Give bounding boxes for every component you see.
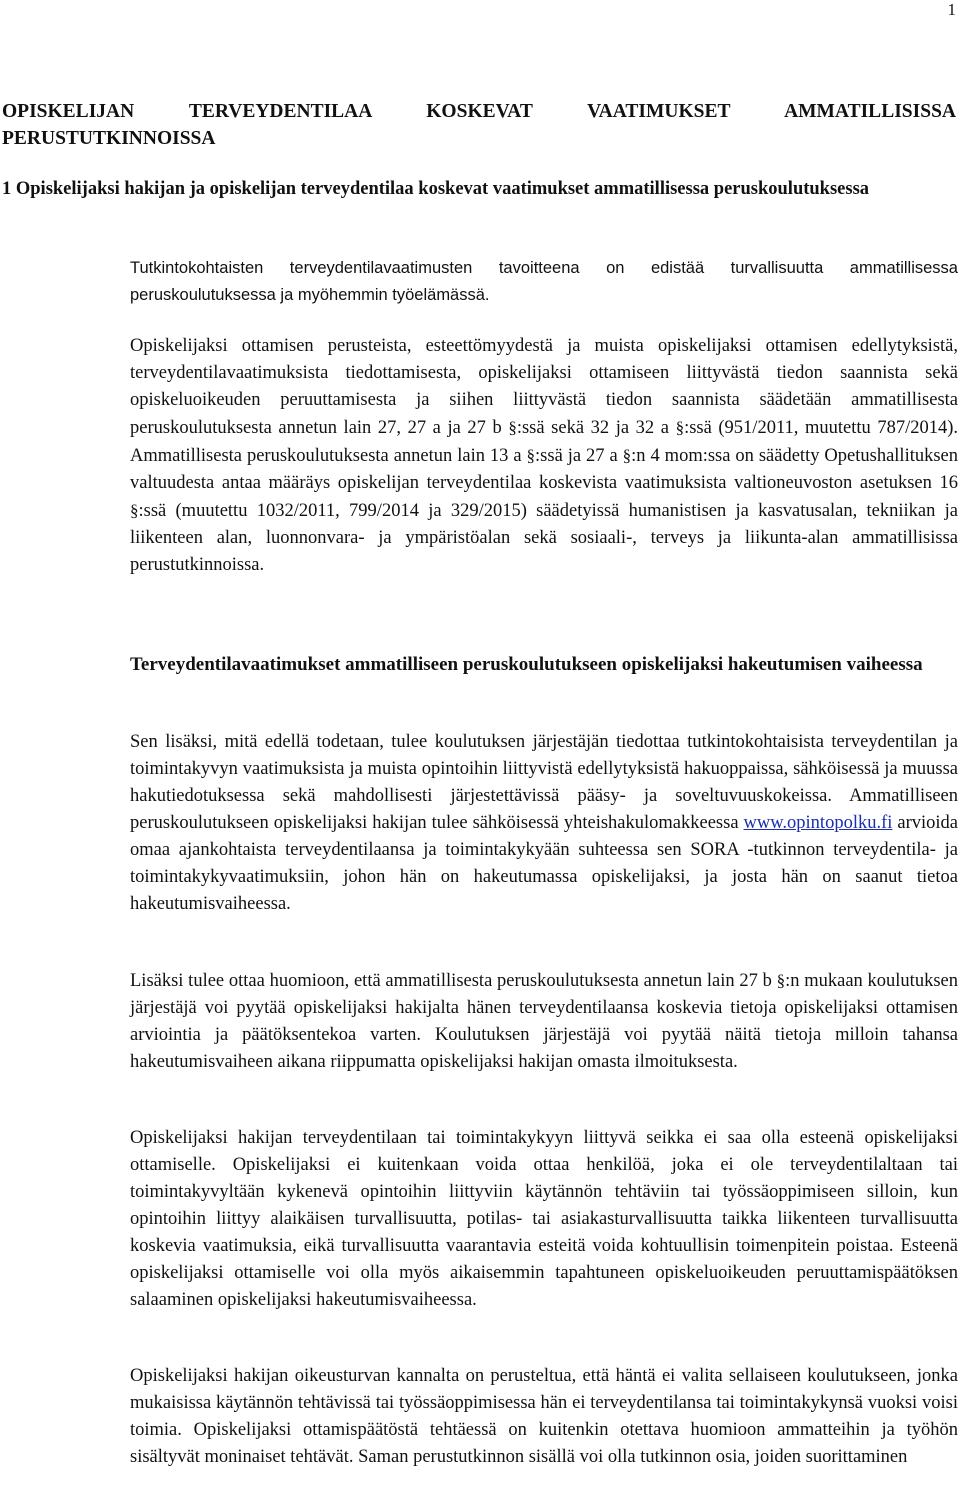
subheading: Terveydentilavaatimukset ammatilliseen peruskoulutukseen opiskelijaksi hakeutumisen vaiheessa: [130, 654, 923, 675]
intro-paragraph: Tutkintokohtaisten terveydentilavaatimusten tavoitteena on edistää turvallisuutta ammatillisessa peruskoulutuksessa ja myöhemmin työelämässä.: [130, 259, 958, 304]
document-title: OPISKELIJAN TERVEYDENTILAA KOSKEVAT VAATIMUKSET AMMATILLISISSA PERUSTUTKINNOISSA: [2, 101, 956, 149]
information-text-2: arvioida omaa ajankohtaista terveydentilaansa ja toimintakykyään suhteessa sen SORA -tutkinnon terveydentila- ja toimintakykyvaatimuksiin, johon hän on hakeutumassa opiskelijaksi, ja josta hän on saanut tietoa hakeutumisvaiheessa.: [130, 813, 958, 914]
legal-protection-paragraph: Opiskelijaksi hakijan oikeusturvan kannalta on perusteltua, että häntä ei valita sellaiseen koulutukseen, jonka mukaisissa käytännön tehtävissä tai työssäoppimisessa hän ei terveydentilansa tai toimintakykynsä vuoksi voisi toimia. Opiskelijaksi ottamispäätöstä tehtäessä on kuitenkin otettava huomioon ammatteihin ja työhön sisältyvät moninaiset tehtävät. Saman perustutkinnon sisällä voi olla tutkinnon osia, joiden suorittaminen: [130, 1366, 958, 1467]
section-sign-icon: §: [622, 446, 632, 465]
legal-basis-text-3: :ssä (951/2011, muutettu 787/2014). Ammatillisesta peruskoulutuksesta annetun lain 13 a: [130, 418, 959, 466]
health-info-block: [130, 967, 958, 1076]
legal-protection-block: [130, 1363, 958, 1471]
section-title: 1 Opiskelijaksi hakijan ja opiskelijan terveydentilaa koskevat vaatimukset ammatillisessa peruskoulutuksessa: [2, 179, 870, 199]
section-sign-icon: §: [776, 971, 786, 990]
legal-basis-text-1: Opiskelijaksi ottamisen perusteista, esteettömyydestä ja muista opiskelijaksi ottamisen edellytyksistä, terveydentilavaatimuksista tiedottamisesta, opiskelijaksi ottamiseen liittyvästä tiedon saannista sekä opiskeluoikeuden peruuttamisesta ja siihen liittyvästä tiedon saannista säädetään ammatillisesta peruskoulutuksesta annetun lain 27, 27 a ja 27 b: [130, 336, 958, 438]
information-block: [130, 729, 958, 918]
legal-basis-text-5: :n 4 mom:ssa on säädetty Opetushallituksen valtuudesta antaa määräys opiskelijan terveydentilaa koskevista vaatimuksista valtioneuvoston asetuksen 16: [130, 446, 959, 493]
legal-basis-text-6: :ssä (muutettu 1032/2011, 799/2014 ja 329/2015) säädetyissä humanistisen ja kasvatusalan, tekniikan ja liikenteen alan, luonnonvara- ja ympäristöalan sekä sosiaali-, terveys ja liikunta-alan ammatillisissa perustutkinnoissa.: [130, 501, 958, 575]
health-info-paragraph: [130, 967, 958, 1076]
legal-basis-paragraph: [130, 333, 958, 579]
information-text-1: Sen lisäksi, mitä edellä todetaan, tulee koulutuksen järjestäjän tiedottaa tutkintokohtaisista terveydentilan ja toimintakyvyn vaatimuksista ja muista opintoihin liittyvistä edellytyksistä hakuoppaissa, sähköisessä ja muussa hakutiedotuksessa sekä mahdollisesti järjestettävissä pääsy- ja soveltuvuuskokeissa. Ammatilliseen peruskoulutukseen opiskelijaksi hakijan tulee sähköisessä yhteishakulomakkeessa: [130, 732, 958, 833]
subheading-block: [130, 651, 958, 678]
obstacle-block: [130, 1125, 958, 1314]
obstacle-paragraph: Opiskelijaksi hakijan terveydentilaan tai toimintakykyyn liittyvä seikka ei saa olla esteenä opiskelijaksi ottamiselle. Opiskelijaksi ei kuitenkaan voida ottaa henkilöä, joka ei ole terveydentilaltaan tai toimintakyvyltään kykenevä opintoihin liittyviin käytännön tehtäviin tai työssäoppimiseen silloin, kun opintoihin liittyy alaikäisen turvallisuutta, potilas- tai asiakasturvallisuutta taikka liikenteen turvallisuutta koskevia vaatimuksia, eikä turvallisuutta vaarantavia esteitä voida kohtuullisin toimenpitein poistaa. Esteenä opiskelijaksi ottamiselle voi olla myös aikaisemmin tapahtuneen opiskeluoikeuden peruuttamispäätöksen salaaminen opiskelijaksi hakeutumisvaiheessa.: [130, 1128, 958, 1310]
section-sign-icon: §: [526, 446, 536, 465]
information-paragraph: [130, 729, 958, 918]
intro-block: [130, 255, 958, 309]
legal-basis-text-4: :ssä ja 27 a: [535, 446, 623, 466]
opintopolku-link[interactable]: www.opintopolku.fi: [743, 813, 893, 833]
page-number: 1: [947, 0, 956, 19]
section-sign-icon: §: [130, 501, 139, 520]
legal-basis-block: [130, 333, 958, 579]
health-info-text-2: :n mukaan koulutuksen järjestäjä voi pyytää opiskelijaksi hakijalta hänen terveydentilaansa koskevia tietoja opiskelijaksi ottamisen arviointia ja päätöksentekoa varten. Koulutuksen järjestäjä voi pyytää näitä tietoja milloin tahansa hakeutumisvaiheen aikana riippumatta opiskelijaksi hakijan omasta ilmoituksesta.: [130, 971, 958, 1072]
section-sign-icon: §: [508, 418, 517, 437]
section-sign-icon: §: [675, 418, 685, 437]
health-info-text-1: Lisäksi tulee ottaa huomioon, että ammatillisesta peruskoulutuksesta annetun lain 27 b: [130, 971, 777, 991]
legal-basis-text-2: :ssä sekä 32 ja 32 a: [516, 418, 676, 438]
